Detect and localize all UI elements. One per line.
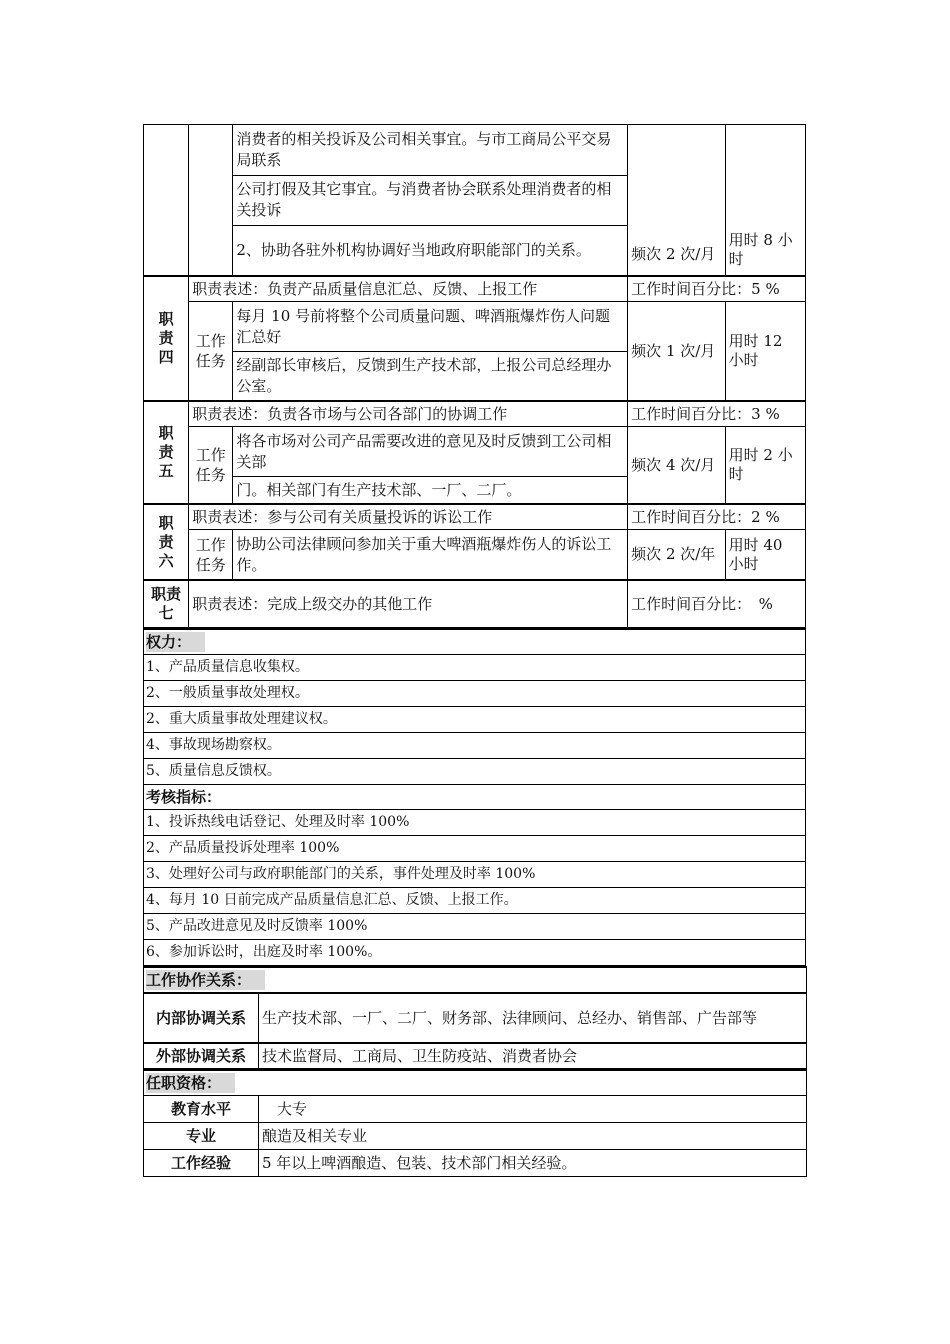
power-item-5: 5、质量信息反馈权。 <box>144 759 806 785</box>
duty7-label: 职责 七 <box>144 580 189 628</box>
duty5-task-label: 工作任务 <box>189 427 233 505</box>
duty6-time-percent: 工作时间百分比：2 % <box>628 504 806 530</box>
collab-title: 工作协作关系： <box>146 970 265 990</box>
duty3-frequency: 频次 2 次/月 <box>628 125 725 277</box>
duty3-task-1: 消费者的相关投诉及公司相关事宜。与市工商局公平交易局联系 <box>233 125 628 176</box>
duty6-task-row <box>144 530 806 581</box>
education-value: 大专 <box>259 1096 807 1123</box>
kpi-item-5: 5、产品改进意见及时反馈率 100% <box>144 914 806 940</box>
duty4-desc-row <box>144 276 806 302</box>
duty4-time: 用时 12 小时 <box>725 302 805 402</box>
duty5-task-1: 将各市场对公司产品需要改进的意见及时反馈到工公司相关部 <box>233 427 628 477</box>
internal-collab-row <box>144 993 807 1043</box>
kpi-title: 考核指标： <box>146 787 222 806</box>
duty6-description: 职责表述：参与公司有关质量投诉的诉讼工作 <box>189 504 628 530</box>
qualification-table <box>143 1069 807 1177</box>
duty7-description: 职责表述：完成上级交办的其他工作 <box>189 580 628 628</box>
kpi-item-2: 2、产品质量投诉处理率 100% <box>144 836 806 862</box>
duty5-description: 职责表述：负责各市场与公司各部门的协调工作 <box>189 401 628 427</box>
duty6-task-label: 工作任务 <box>189 530 233 581</box>
collab-section-header <box>144 967 807 993</box>
qual-section-header <box>144 1070 807 1096</box>
external-collab-value: 技术监督局、工商局、卫生防疫站、消费者协会 <box>259 1043 807 1069</box>
major-label: 专业 <box>144 1123 259 1150</box>
duty5-frequency: 频次 4 次/月 <box>628 427 725 505</box>
power-item-2: 2、一般质量事故处理权。 <box>144 681 806 707</box>
duty5-task-row <box>144 427 806 477</box>
duty4-label: 职 责 四 <box>144 276 189 401</box>
experience-row <box>144 1150 807 1177</box>
duty3-label-cell <box>144 125 189 277</box>
duties-table <box>143 124 806 628</box>
duty5-task-2: 门。相关部门有生产技术部、一厂、二厂。 <box>233 477 628 505</box>
duty6-desc-row <box>144 504 806 530</box>
duty6-frequency: 频次 2 次/年 <box>628 530 725 581</box>
collaboration-table <box>143 966 807 1069</box>
qual-title: 任职资格： <box>146 1073 235 1093</box>
experience-label: 工作经验 <box>144 1150 259 1177</box>
duty3-task-2: 公司打假及其它事宜。与消费者协会联系处理消费者的相关投诉 <box>233 175 628 226</box>
education-row <box>144 1096 807 1123</box>
external-collab-label: 外部协调关系 <box>144 1043 259 1069</box>
duty5-desc-row <box>144 401 806 427</box>
power-kpi-table <box>143 628 806 966</box>
internal-collab-label: 内部协调关系 <box>144 993 259 1043</box>
duty5-time: 用时 2 小时 <box>725 427 805 505</box>
power-title: 权力： <box>146 632 205 652</box>
duty4-task-label: 工作任务 <box>189 302 233 402</box>
power-item-4: 4、事故现场勘察权。 <box>144 733 806 759</box>
duty3-time: 用时 8 小时 <box>725 125 805 277</box>
job-description-document <box>143 124 806 1177</box>
duty4-task-2: 经副部长审核后，反馈到生产技术部，上报公司总经理办公室。 <box>233 352 628 402</box>
duty6-task-1: 协助公司法律顾问参加关于重大啤酒瓶爆炸伤人的诉讼工作。 <box>233 530 628 581</box>
kpi-item-1: 1、投诉热线电话登记、处理及时率 100% <box>144 810 806 836</box>
experience-value: 5 年以上啤酒酿造、包装、技术部门相关经验。 <box>259 1150 807 1177</box>
duty6-time: 用时 40 小时 <box>725 530 805 581</box>
duty7-row <box>144 580 806 628</box>
major-value: 酿造及相关专业 <box>259 1123 807 1150</box>
kpi-item-6: 6、参加诉讼时，出庭及时率 100%。 <box>144 940 806 966</box>
duty5-label: 职 责 五 <box>144 401 189 504</box>
duty4-time-percent: 工作时间百分比：5 % <box>628 276 806 302</box>
duty6-label: 职 责 六 <box>144 504 189 580</box>
kpi-section-header <box>144 785 806 810</box>
power-section-header <box>144 629 806 655</box>
duty3-task-row <box>144 125 806 176</box>
major-row <box>144 1123 807 1150</box>
duty7-time-percent: 工作时间百分比： % <box>628 580 806 628</box>
internal-collab-value: 生产技术部、一厂、二厂、财务部、法律顾问、总经办、销售部、广告部等 <box>259 993 807 1043</box>
duty3-task-3: 2、协助各驻外机构协调好当地政府职能部门的关系。 <box>233 226 628 276</box>
duty4-frequency: 频次 1 次/月 <box>628 302 725 402</box>
education-label: 教育水平 <box>144 1096 259 1123</box>
power-item-1: 1、产品质量信息收集权。 <box>144 655 806 681</box>
duty4-task-1: 每月 10 号前将整个公司质量问题、啤酒瓶爆炸伤人问题汇总好 <box>233 302 628 352</box>
kpi-item-3: 3、处理好公司与政府职能部门的关系，事件处理及时率 100% <box>144 862 806 888</box>
duty5-time-percent: 工作时间百分比：3 % <box>628 401 806 427</box>
power-item-3: 2、重大质量事故处理建议权。 <box>144 707 806 733</box>
duty4-task-row <box>144 302 806 352</box>
duty3-task-label-cell <box>189 125 233 277</box>
kpi-item-4: 4、每月 10 日前完成产品质量信息汇总、反馈、上报工作。 <box>144 888 806 914</box>
duty4-description: 职责表述：负责产品质量信息汇总、反馈、上报工作 <box>189 276 628 302</box>
external-collab-row <box>144 1043 807 1069</box>
